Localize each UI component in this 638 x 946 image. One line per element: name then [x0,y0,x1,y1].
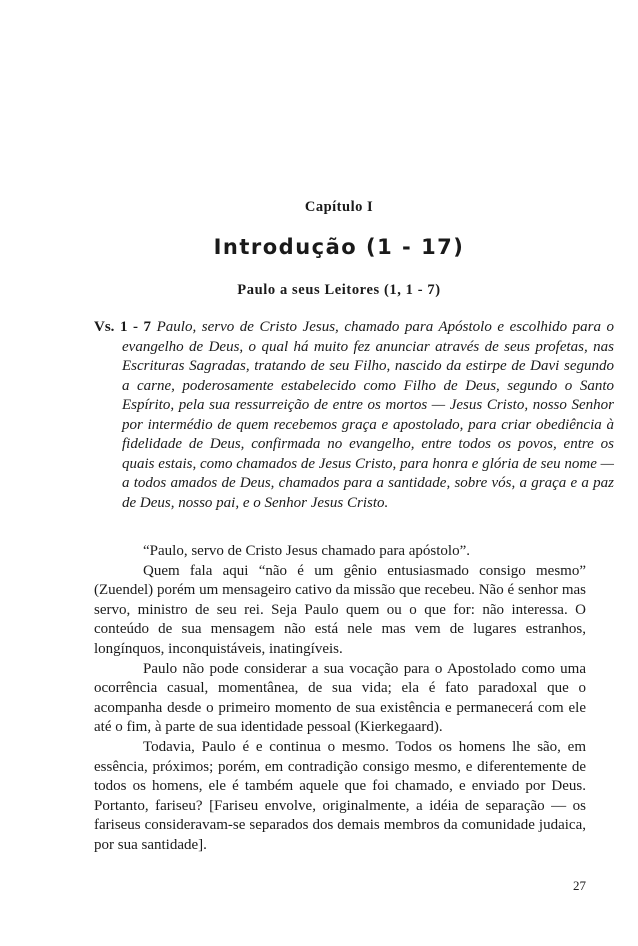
paragraph: Todavia, Paulo é e continua o mesmo. Todos os homens lhe são, em essência, próximos; porém, em contradição consigo mesmo, e diferentemente de todos os homens, ele é também aquele que foi chamado, e enviado por Deus. Portanto, fariseu? [Fariseu envolve, originalmente, a idéia de separação — os fariseus consideravam-se separados dos demais membros da comunidade judaica, por sua santidade]. [94,738,586,853]
chapter-title: Introdução (1 - 17) [213,235,465,259]
verse-block [94,318,614,513]
paragraph: Quem fala aqui “não é um gênio entusiasmado consigo mesmo” (Zuendel) porém um mensageiro cativo da missão que recebeu. Não é senhor mas servo, ministro de seu rei. Seja Paulo quem ou o que for: não interessa. O conteúdo de sua mensagem não está nele mas vem de lugares estranhos, longínquos, inconquistáveis, inatingíveis. [94,562,586,657]
paragraph: Paulo não pode considerar a sua vocação para o Apostolado como uma ocorrência casual, momentânea, de sua vida; ela é fato paradoxal que o acompanha desde o primeiro momento de sua existência e permanecerá com ele até o fim, à parte de sua identidade pessoal (Kierkegaard). [94,660,586,736]
chapter-label: Capítulo I [304,199,374,215]
verse-reference: Vs. 1 - 7 [94,319,152,335]
body-text [94,542,586,856]
paragraph: “Paulo, servo de Cristo Jesus chamado para apóstolo”. [143,543,471,559]
section-title: Paulo a seus Leitores (1, 1 - 7) [237,282,441,298]
verse-text: Paulo, servo de Cristo Jesus, chamado para Apóstolo e escolhido para o evangelho de Deus, o qual há muito fez anunciar através de seus profetas, nas Escrituras Sagradas, tratando de seu Filho, nascido da estirpe de Davi segundo a carne, poderosamente estabelecido como Filho de Deus, segundo o Santo Espírito, pela sua ressurreição de entre os mortos — Jesus Cristo, nosso Senhor por intermédio de quem recebemos graça e apostolado, para criar obediência à fidelidade de Deus, confirmada no evangelho, entre todos os povos, entre os quais estais, como chamados de Jesus Cristo, para honra e glória de seu nome — a todos amados de Deus, chamados para a santidade, sobre vós, a graça e a paz de Deus, nosso pai, e o Senhor Jesus Cristo. [122,319,615,511]
page-number: 27 [573,878,586,893]
